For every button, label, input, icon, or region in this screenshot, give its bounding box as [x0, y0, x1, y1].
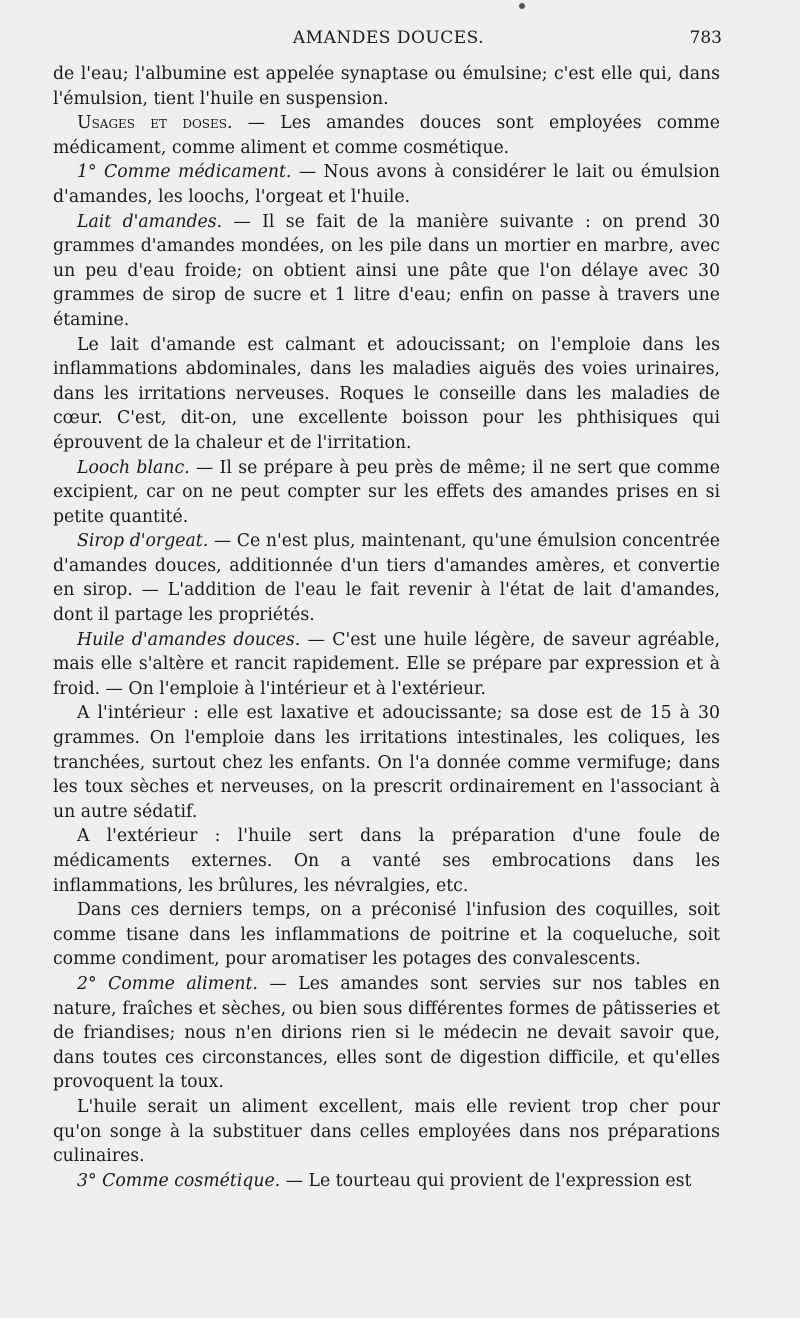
paragraph	[53, 62, 720, 111]
paragraph-lead: 2° Comme aliment.	[77, 973, 258, 994]
paragraph-text: — Ce n'est plus, maintenant, qu'une émulsion concentrée d'amandes douces, additionnée d'un tiers d'amandes amères, et convertie en sirop. — L'addition de l'eau le fait revenir à l'état de lait d'amandes, dont il partage les propriétés.	[53, 531, 720, 626]
paragraph-text: A l'extérieur : l'huile sert dans la préparation d'une foule de médicaments externes. On a vanté ses embrocations dans les inflammations, les brûlures, les névralgies, etc.	[53, 826, 720, 896]
paragraph-lead: Huile d'amandes douces.	[77, 629, 301, 650]
paragraph	[53, 701, 720, 824]
paragraph-text: — Nous avons à considérer le lait ou émulsion d'amandes, les loochs, l'orgeat et l'huile.	[53, 162, 720, 207]
paragraph-lead: 3° Comme cosmétique.	[77, 1170, 281, 1191]
paragraph-lead: Usages et doses.	[77, 113, 233, 134]
paragraph	[53, 111, 720, 160]
paragraph	[53, 1169, 720, 1194]
body-text	[53, 62, 720, 1193]
paragraph	[53, 456, 720, 530]
paragraph	[53, 160, 720, 209]
paragraph-text: — Le tourteau qui provient de l'expression est	[280, 1170, 692, 1191]
paragraph-text: Dans ces derniers temps, on a préconisé l'infusion des coquilles, soit comme tisane dans les inflammations de poitrine et la coqueluche, soit comme condiment, pour aromatiser les potages des convalescents.	[53, 900, 720, 970]
paragraph-text: — Il se prépare à peu près de même; il ne sert que comme excipient, car on ne peut compter sur les effets des amandes prises en si petite quantité.	[53, 457, 721, 527]
paragraph-text: Le lait d'amande est calmant et adoucissant; on l'emploie dans les inflammations abdominales, dans les maladies aiguës des voies urinaires, dans les irritations nerveuses. Roques le conseille dans les maladies de cœur. C'est, dit-on, une excellente boisson pour les phthisiques qui éprouvent de la chaleur et de l'irritation.	[53, 334, 720, 453]
ink-speck	[519, 3, 525, 9]
paragraph-text: A l'intérieur : elle est laxative et adoucissante; sa dose est de 15 à 30 grammes. On l'emploie dans les irritations intestinales, les coliques, les tranchées, surtout chez les enfants. On l'a donnée comme vermifuge; dans les toux sèches et nerveuses, on la prescrit ordinairement en l'associant à un autre sédatif.	[53, 703, 720, 822]
paragraph	[53, 628, 720, 702]
paragraph-text: — Les amandes sont servies sur nos tables en nature, fraîches et sèches, ou bien sous différentes formes de pâtisseries et de friandises; nous n'en dirions rien si le médecin ne devait savoir que, dans toutes ces circonstances, elles sont de digestion difficile, et qu'elles provoquent la toux.	[53, 973, 720, 1093]
paragraph	[53, 972, 720, 1095]
paragraph	[53, 333, 720, 456]
running-title: AMANDES DOUCES.	[292, 28, 485, 48]
paragraph-text: — C'est une huile légère, de saveur agréable, mais elle s'altère et rancit rapidement. Elle se prépare par expression et à froid. — On l'emploie à l'intérieur et à l'extérieur.	[53, 629, 720, 699]
paragraph-lead: Looch blanc.	[77, 457, 190, 478]
paragraph	[53, 529, 720, 627]
paragraph-lead: Sirop d'orgeat.	[77, 531, 209, 552]
paragraph-text: — Les amandes douces sont employées comme médicament, comme aliment et comme cosmétique.	[53, 113, 720, 158]
paragraph-text: L'huile serait un aliment excellent, mais elle revient trop cher pour qu'on songe à la substituer dans celles employées dans nos préparations culinaires.	[53, 1096, 720, 1167]
paragraph-text: de l'eau; l'albumine est appelée synaptase ou émulsine; c'est elle qui, dans l'émulsion, tient l'huile en suspension.	[53, 64, 720, 109]
paragraph	[53, 898, 720, 972]
paragraph-lead: Lait d'amandes.	[77, 211, 223, 232]
paragraph-text: — Il se fait de la manière suivante : on prend 30 grammes d'amandes mondées, on les pile dans un mortier en marbre, avec un peu d'eau froide; on obtient ainsi une pâte que l'on délaye avec 30 grammes de sirop de sucre et 1 litre d'eau; enfin on passe à travers une étamine.	[53, 211, 720, 330]
paragraph	[53, 1095, 720, 1169]
running-header	[55, 28, 722, 56]
page-number: 783	[689, 28, 722, 48]
paragraph-lead: 1° Comme médicament.	[77, 162, 292, 183]
paragraph	[53, 824, 720, 898]
paragraph	[53, 210, 720, 333]
